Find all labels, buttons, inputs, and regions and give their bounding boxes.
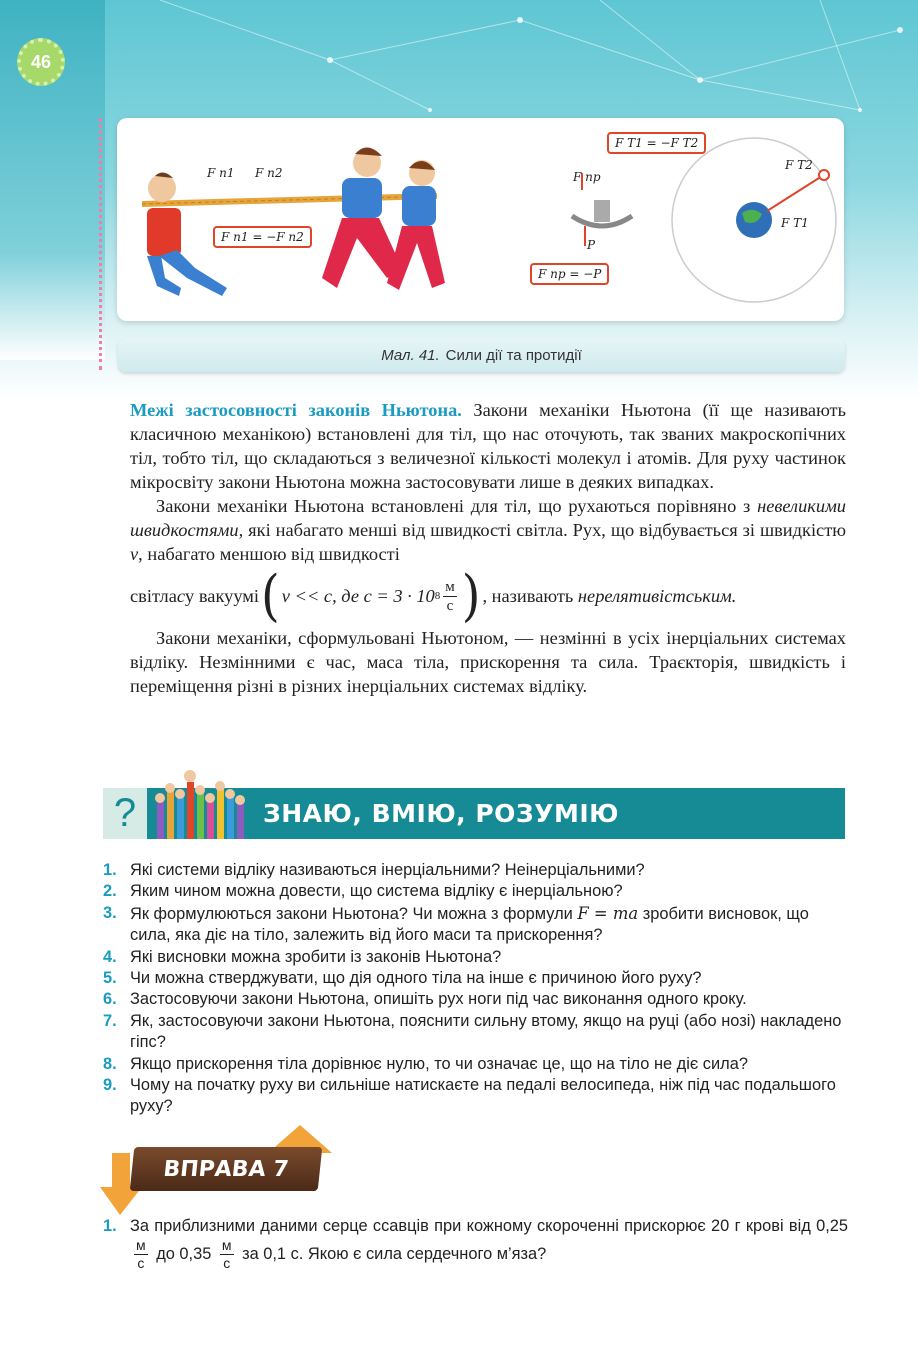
exercise-list <box>103 1215 848 1272</box>
section-heading: Межі застосовності законів Ньютона. <box>130 400 462 420</box>
caption-text: Сили дії та протидії <box>445 346 582 364</box>
moon <box>819 170 829 180</box>
paragraph-invariance: Закони механіки, сформульовані Ньютоном, — незмінні в усіх інерціальних системах відліку. Незмінними є час, маса тіла, прискорення та сила. Траєкторія, швидкість і переміщення різні в різних інерціальних системах відліку. <box>130 628 846 696</box>
formula-line: світла c у вакуумі ( v << c, де c = 3 · 10 8 $\frac{м}{с}$ ) , називають нерелятивістським. <box>130 563 737 629</box>
force-label-fpr: F пр <box>573 170 601 184</box>
force-label-fp2: F п2 <box>255 166 283 180</box>
list-item: 9. Чому на початку руху ви сильніше натискаєте на педалі велосипеда, ніж під час подальшого руху? <box>103 1076 836 1116</box>
main-text <box>130 398 846 698</box>
girls-figures <box>322 147 445 290</box>
weight-block <box>594 200 610 222</box>
caption-number: Мал. 41. <box>381 346 440 364</box>
exercise-banner <box>100 1125 340 1215</box>
force-equation-support: F пр = −P <box>530 263 609 285</box>
list-item: 3. Як формулюються закони Ньютона? Чи можна з формули F = ma зробити висновок, що сила, яка діє на тіло, залежить від його маси та прискорення? <box>103 903 809 945</box>
newton-formula: F = ma <box>577 903 639 923</box>
force-label-fT1: F T1 <box>781 216 809 230</box>
force-label-fT2: F T2 <box>785 158 813 172</box>
force-label-P: P <box>587 238 596 252</box>
figure-caption <box>118 338 845 372</box>
know-section-banner <box>103 788 845 839</box>
list-item: 6. Застосовуючи закони Ньютона, опишіть рух ноги під час виконання одного кроку. <box>103 990 747 1009</box>
paragraph-limits: Межі застосовності законів Ньютона. Закони механіки Ньютона (її ще називають класичною механікою) встановлені для тіл, що нас оточують, так званих макроскопічних тіл, тобто тіл, що складаються з величезної кількості молекул і атомів. Для руху частинок мікросвіту закони Ньютона можна застосовувати лише в деяких випадках. <box>130 400 846 492</box>
list-item: 1. За приблизними даними серце ссавців при кожному скороченні прискорює 20 г крові від 0,25 м с до 0,35 м с за 0,1 с. Якою є сила сердечного м’яза? <box>103 1217 848 1271</box>
unit-fraction: м с <box>136 1237 146 1271</box>
figure-41 <box>117 118 844 321</box>
page-number: 46 <box>17 38 65 86</box>
list-item: 1. Які системи відліку називаються інерціальними? Неінерціальними? <box>103 861 645 879</box>
exercise-label: ВПРАВА 7 <box>130 1147 323 1191</box>
list-item: 8. Якщо прискорення тіла дорівнює нулю, то чи означає це, що на тіло не діє сила? <box>103 1054 748 1073</box>
list-item: 2. Яким чином можна довести, що система відліку є інерціальною? <box>103 882 623 901</box>
raised-hands-icon <box>147 762 257 839</box>
questions-list <box>103 860 848 1118</box>
forces-illustration <box>117 118 844 321</box>
question-mark-icon: ? <box>103 788 147 839</box>
force-label-fp1: F п1 <box>207 166 235 180</box>
list-item: 7. Як, застосовуючи закони Ньютона, пояснити сильну втому, якщо на руці (або нозі) накладено гіпс? <box>103 1011 842 1052</box>
formula-expression: v << c, де c = 3 · 10 <box>281 586 435 606</box>
list-item: 5. Чи можна стверджувати, що дія одного тіла на інше є причиною його руху? <box>103 969 702 988</box>
list-item: 4. Які висновки можна зробити із законів Ньютона? <box>103 947 502 966</box>
force-equation-gravity: F T1 = −F T2 <box>607 132 706 154</box>
paragraph-speeds: Закони механіки Ньютона встановлені для тіл, що рухаються порівняно з невеликими швидкостями, які набагато менші від швидкості світла. Рух, що відбувається зі швидкістю v, набагато меншою від швидкості <box>130 496 846 564</box>
unit-fraction: $\frac{м}{с}$ <box>445 578 455 614</box>
force-equation-tug: F п1 = −F п2 <box>213 226 312 248</box>
banner-title: ЗНАЮ, ВМІЮ, РОЗУМІЮ <box>263 799 619 828</box>
dotted-margin-line <box>99 118 102 370</box>
unit-fraction: м с <box>221 1237 232 1271</box>
